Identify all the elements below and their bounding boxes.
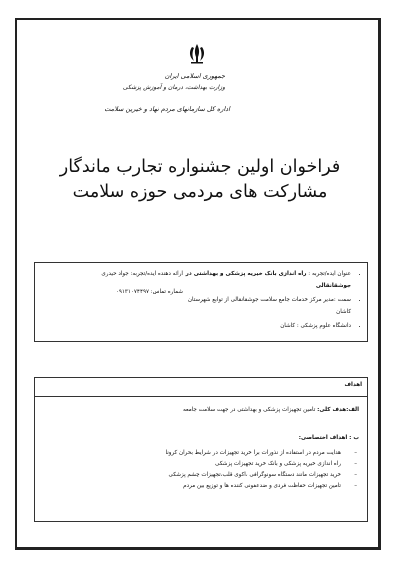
- university-item: • دانشگاه علوم پزشکی : کاشان: [184, 320, 351, 332]
- specific-goals-list: [43, 448, 357, 492]
- iran-emblem-icon: [185, 42, 209, 66]
- phone-text: شماره تماس: ۰۹۱۳۱۰۷۴۴۹۷: [115, 289, 183, 295]
- goal-item: – راه اندازی خیریه پزشکی و بانک خرید تجهیزات پزشکی: [43, 459, 357, 470]
- presenter-text: ارائه دهنده ایده/تجربه: جواد حیدری: [101, 271, 183, 277]
- goal-item: – هدایت مردم در استفاده از نذورات برا خرید تجهیزات در شرایط بحران کرونا: [43, 448, 357, 459]
- org-line-1: جمهوری اسلامی ایران: [164, 72, 225, 80]
- info-main-column: [184, 268, 359, 334]
- document-title: فراخوان اولین جشنواره تجارب ماندگار مشارکت های مردمی حوزه سلامت: [59, 157, 341, 202]
- goals-header-row: [35, 378, 367, 397]
- info-box: [34, 262, 368, 342]
- position-item: • سمت :مدیر مرکز خدمات جامع سلامت جوشقانقالی از توابع شهرستان کاشان: [184, 294, 351, 318]
- main-goal: [43, 405, 359, 415]
- idea-title-value: راه اندازی بانک خیریه پزشکی و بهداشتی در جوشقانقالی: [185, 271, 351, 289]
- org-line-3: اداره کل سازمانهای مردم نهاد و خیرین سلامت: [104, 105, 230, 113]
- specific-goals-heading: ب : اهداف اختصاصی:: [298, 435, 359, 441]
- info-side-column: [43, 268, 183, 298]
- goal-item: – تامین تجهیزات حفاظت فردی و ضدعفونی کننده ها و توزیع بین مردم: [43, 481, 357, 492]
- goals-heading: اهداف: [344, 382, 362, 388]
- goals-box: [34, 377, 368, 522]
- org-line-2: وزارت بهداشت، درمان و آموزش پزشکی: [122, 84, 225, 91]
- goal-item: – خرید تجهیزات مانند دستگاه سونوگرافی ،اکوی قلب،تجهیزات چشم پزشکی: [43, 470, 357, 481]
- idea-title-label: عنوان ایده/تجربه :: [308, 271, 351, 277]
- main-goal-label: الف:هدف کلی:: [317, 407, 359, 413]
- main-goal-text: تامین تجهیزات پزشکی و بهداشتی در جهت سلامت جامعه: [183, 407, 316, 413]
- idea-title-item: [184, 268, 351, 292]
